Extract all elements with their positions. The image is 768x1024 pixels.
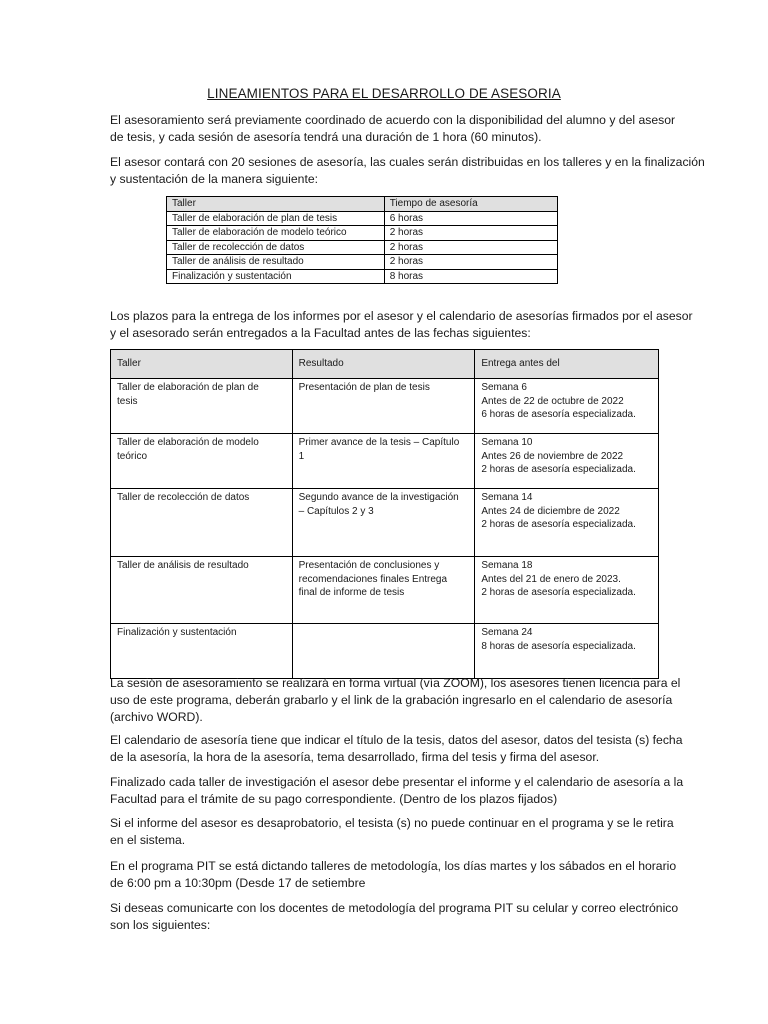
table-row (167, 211, 558, 226)
taller-cell: Taller de elaboración de modelo teórico (111, 434, 293, 489)
table-row (167, 269, 558, 284)
column-header: Taller (111, 350, 293, 379)
resultado-cell: Presentación de plan de tesis (292, 379, 475, 434)
table-cell: 2 horas (384, 240, 557, 255)
resultado-cell: Presentación de conclusiones y recomendaciones finales Entrega final de informe de tesis (292, 557, 475, 624)
resultado-cell: Segundo avance de la investigación – Capítulos 2 y 3 (292, 489, 475, 557)
table-row (111, 379, 659, 434)
paragraph-virtual-sessions: La sesión de asesoramiento se realizará en forma virtual (vía ZOOM), los asesores tienen licencia para el uso de este programa, deberán grabarlo y el link de la grabación ingresarlo en el calendario de asesoría (archivo WORD). (110, 676, 681, 724)
column-header: Tiempo de asesoría (384, 197, 557, 212)
document-title: LINEAMIENTOS PARA EL DESARROLLO DE ASESORIA (207, 86, 561, 101)
table-cell: Taller de recolección de datos (167, 240, 385, 255)
table-row (167, 255, 558, 270)
paragraph-pit-schedule: En el programa PIT se está dictando talleres de metodología, los días martes y los sábados en el horario de 6:00 pm a 10:30pm (Desde 17 de setiembre (110, 859, 677, 890)
table-row (111, 557, 659, 624)
table-cell: 8 horas (384, 269, 557, 284)
paragraph-calendar-requirements: El calendario de asesoría tiene que indicar el título de la tesis, datos del asesor, datos del tesista (s) fecha de la asesoría, la hora de la asesoría, tema desarrollado, firma del tesis y firma del asesor. (110, 733, 683, 764)
table-header-row (167, 197, 558, 212)
resultado-cell: Primer avance de la tesis – Capítulo 1 (292, 434, 475, 489)
table-cell: Taller de análisis de resultado (167, 255, 385, 270)
column-header: Entrega antes del (475, 350, 659, 379)
column-header: Taller (167, 197, 385, 212)
table-row (111, 434, 659, 489)
paragraph-contact-info: Si deseas comunicarte con los docentes de metodología del programa PIT su celular y correo electrónico son los siguientes: (110, 901, 679, 932)
deliverables-table (110, 349, 659, 679)
paragraph-failing-report: Si el informe del asesor es desaprobatorio, el tesista (s) no puede continuar en el programa y se le retira en el sistema. (110, 816, 674, 847)
column-header: Resultado (292, 350, 475, 379)
paragraph-advisory-coordination: El asesoramiento será previamente coordinado de acuerdo con la disponibilidad del alumno y del asesor de tesis, y cada sesión de asesoría tendrá una duración de 1 hora (60 minutos). (110, 113, 676, 144)
paragraph-deadlines: Los plazos para la entrega de los informes por el asesor y el calendario de asesorías firmados por el asesor y el asesorado serán entregados a la Facultad antes de las fechas siguientes: (110, 309, 693, 340)
taller-cell: Finalización y sustentación (111, 624, 293, 679)
table-row (111, 624, 659, 679)
entrega-cell: Semana 10 Antes 26 de noviembre de 2022 2 horas de asesoría especializada. (475, 434, 659, 489)
taller-cell: Taller de elaboración de plan de tesis (111, 379, 293, 434)
taller-cell: Taller de recolección de datos (111, 489, 293, 557)
table-cell: Taller de elaboración de modelo teórico (167, 226, 385, 241)
entrega-cell: Semana 6 Antes de 22 de octubre de 2022 6 horas de asesoría especializada. (475, 379, 659, 434)
table-row (111, 489, 659, 557)
table-cell: Taller de elaboración de plan de tesis (167, 211, 385, 226)
table-row (167, 240, 558, 255)
paragraph-session-distribution: El asesor contará con 20 sesiones de asesoría, las cuales serán distribuidas en los talleres y en la finalización y sustentación de la manera siguiente: (110, 155, 705, 186)
sessions-table (166, 196, 558, 284)
table-cell: 6 horas (384, 211, 557, 226)
table-cell: Finalización y sustentación (167, 269, 385, 284)
table-cell: 2 horas (384, 226, 557, 241)
paragraph-report-submission: Finalizado cada taller de investigación el asesor debe presentar el informe y el calendario de asesoría a la Facultad para el trámite de su pago correspondiente. (Dentro de los plazos fijados) (110, 775, 684, 806)
table-row (167, 226, 558, 241)
table-cell: 2 horas (384, 255, 557, 270)
resultado-cell (292, 624, 475, 679)
entrega-cell: Semana 24 8 horas de asesoría especializada. (475, 624, 659, 679)
entrega-cell: Semana 14 Antes 24 de diciembre de 2022 2 horas de asesoría especializada. (475, 489, 659, 557)
taller-cell: Taller de análisis de resultado (111, 557, 293, 624)
table-header-row (111, 350, 659, 379)
entrega-cell: Semana 18 Antes del 21 de enero de 2023. 2 horas de asesoría especializada. (475, 557, 659, 624)
